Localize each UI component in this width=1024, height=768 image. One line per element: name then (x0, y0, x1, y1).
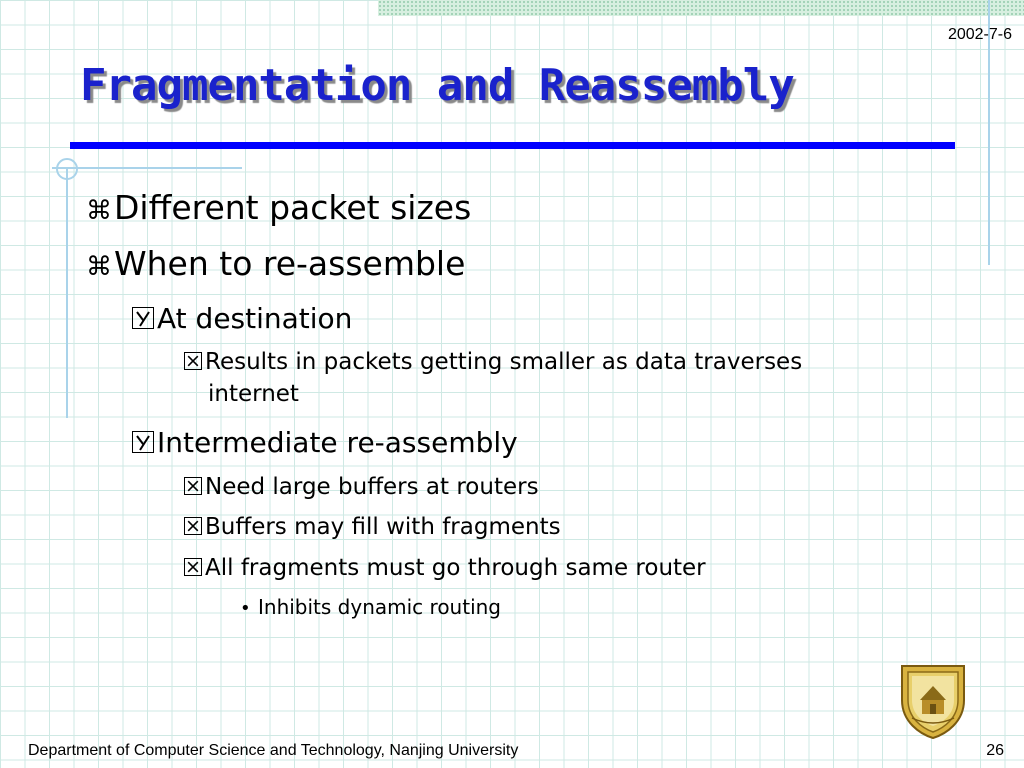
decorative-circle (56, 158, 78, 180)
decorative-horizontal-line (52, 167, 242, 169)
checkbox-y-icon (132, 307, 154, 329)
checkbox-y-icon (132, 431, 154, 453)
decorative-left-line (66, 168, 68, 418)
title-underline (70, 142, 955, 149)
cmd-icon: ⌘ (86, 196, 112, 226)
bullet-text: Results in packets getting smaller as data traverses (205, 349, 803, 375)
bullet-item (184, 555, 706, 581)
bullet-text: Different packet sizes (114, 188, 472, 227)
bullet-item (86, 244, 465, 283)
bullet-text: Buffers may fill with fragments (205, 514, 561, 540)
checkbox-x-icon (184, 477, 202, 495)
bullet-text: Intermediate re-assembly (157, 426, 518, 459)
bullet-text-continuation: internet (208, 381, 299, 407)
slide-title: Fragmentation and Reassembly (80, 60, 794, 111)
bullet-item (132, 426, 518, 459)
bullet-text: All fragments must go through same router (205, 555, 706, 581)
bullet-item (184, 474, 539, 500)
bullet-item (132, 302, 352, 335)
page-number: 26 (986, 742, 1004, 759)
bullet-text: Inhibits dynamic routing (258, 595, 501, 619)
bullet-text: Need large buffers at routers (205, 474, 539, 500)
dot-bullet: • (240, 598, 251, 619)
header-pattern-band (378, 0, 1024, 16)
university-shield-logo (898, 660, 968, 740)
bullet-item (240, 595, 501, 619)
bullet-item (86, 188, 471, 227)
footer-department: Department of Computer Science and Technology, Nanjing University (28, 742, 519, 759)
bullet-text: At destination (157, 302, 353, 335)
bullet-item (184, 349, 802, 375)
cmd-icon: ⌘ (86, 252, 112, 282)
bullet-item (184, 514, 561, 540)
slide-date: 2002-7-6 (947, 26, 1012, 43)
checkbox-x-icon (184, 352, 202, 370)
bullet-text: When to re-assemble (114, 244, 466, 283)
checkbox-x-icon (184, 517, 202, 535)
checkbox-x-icon (184, 558, 202, 576)
